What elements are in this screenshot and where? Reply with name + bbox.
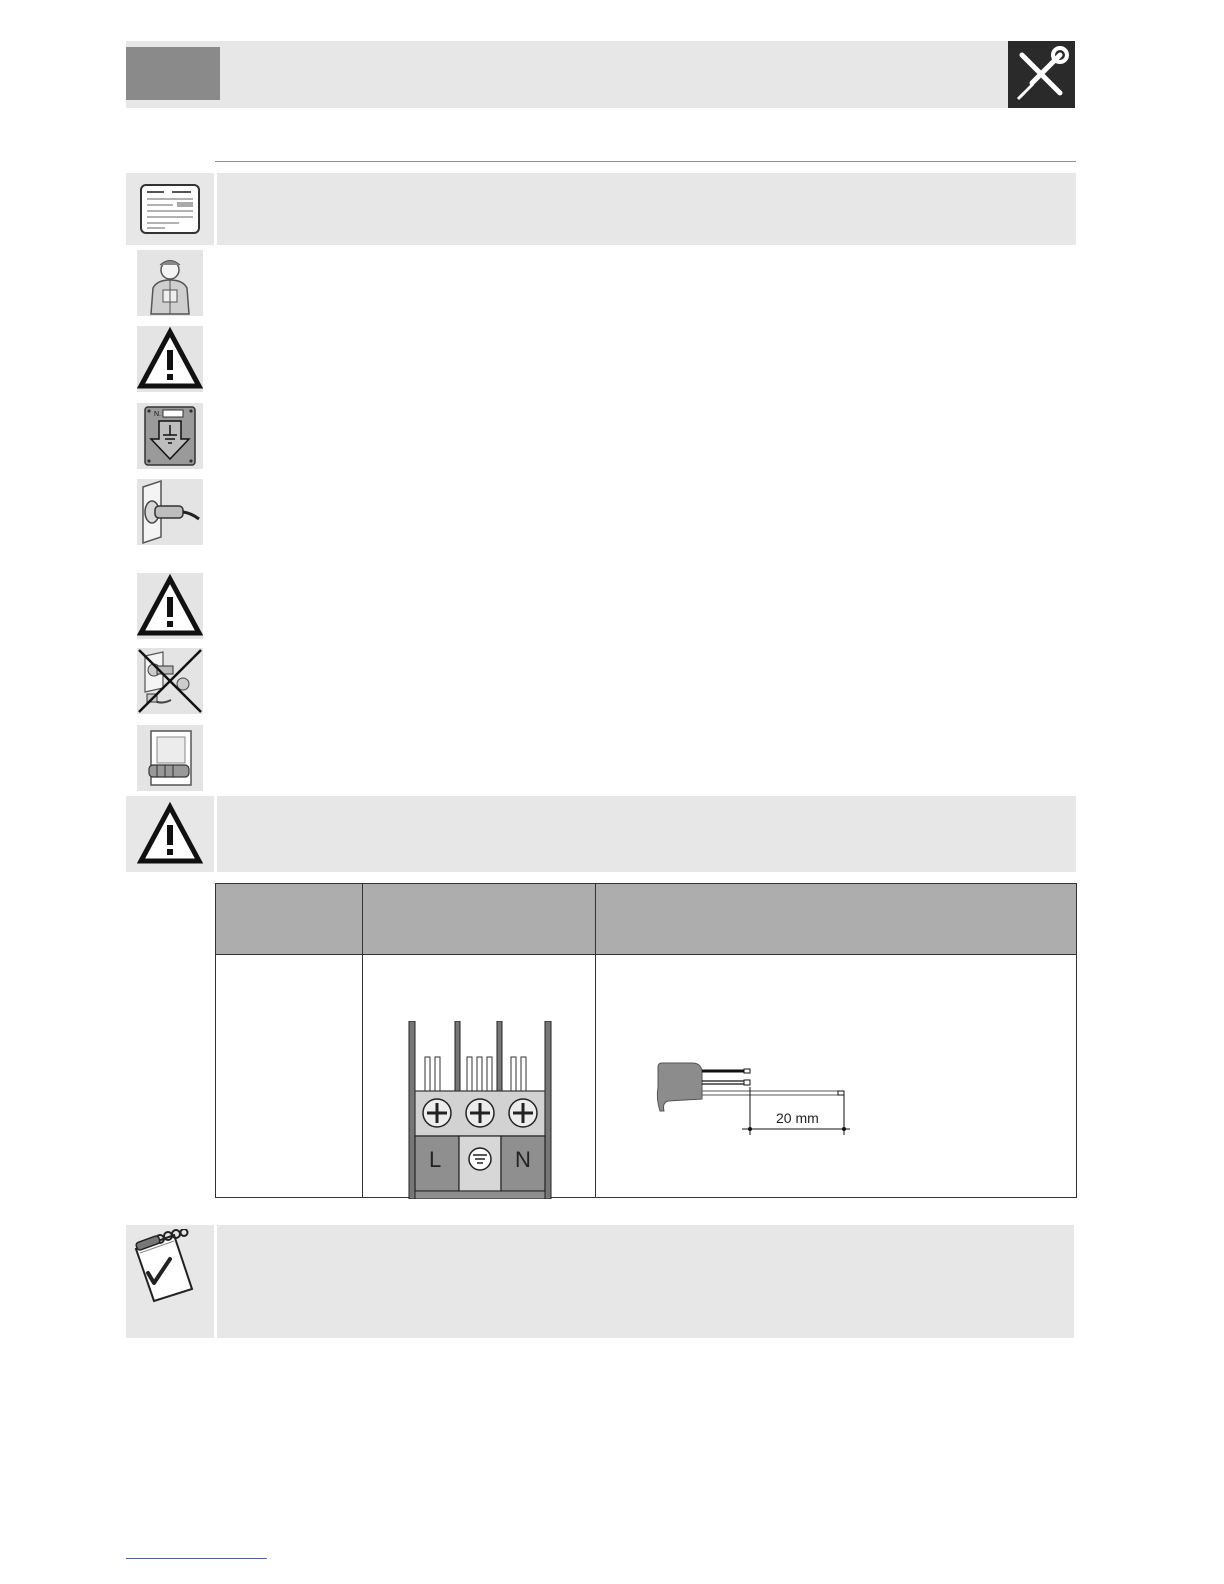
table-header-cell — [596, 884, 1077, 955]
warning-icon — [137, 801, 203, 867]
warning-icon — [137, 573, 203, 639]
technician-icon — [137, 250, 203, 316]
earth-terminal-icon — [137, 403, 203, 469]
cable-strip-diagram — [654, 1059, 860, 1143]
terminal-label-live: L — [429, 1147, 442, 1172]
rating-plate-note-band — [217, 173, 1076, 245]
table-row — [216, 955, 1077, 1198]
rating-plate-icon — [139, 183, 201, 235]
note-band — [217, 1225, 1074, 1338]
terminal-label-neutral: N — [515, 1147, 531, 1172]
terminal-block-cell — [363, 955, 596, 1198]
note-icon — [130, 1229, 200, 1303]
plug-socket-icon — [137, 479, 203, 545]
table-header-row — [216, 884, 1077, 955]
no-adapter-icon — [137, 648, 203, 714]
chapter-tab — [126, 47, 220, 100]
terminal-block-diagram — [407, 1021, 553, 1199]
connection-table — [215, 883, 1077, 1198]
footer-link[interactable] — [126, 1558, 267, 1559]
screw-icon — [509, 1099, 537, 1127]
tools-icon — [1008, 41, 1075, 108]
rating-plate-icon-cell — [126, 173, 214, 245]
strip-length-label: 20 mm — [776, 1110, 819, 1126]
table-header-cell — [216, 884, 363, 955]
section-rule — [215, 161, 1076, 162]
screw-icon — [423, 1099, 451, 1127]
header-bar — [126, 41, 1075, 108]
warning-note-band — [217, 796, 1076, 872]
table-cell — [216, 955, 363, 1198]
cable-prep-cell — [596, 955, 1077, 1198]
earth-symbol-icon — [469, 1148, 491, 1170]
warning-icon-cell — [126, 796, 214, 872]
svg-text:N.: N. — [154, 411, 161, 418]
screw-icon — [466, 1099, 494, 1127]
warning-icon — [137, 326, 203, 392]
table-header-cell — [363, 884, 596, 955]
note-icon-cell — [126, 1225, 214, 1338]
switch-icon — [137, 725, 203, 791]
